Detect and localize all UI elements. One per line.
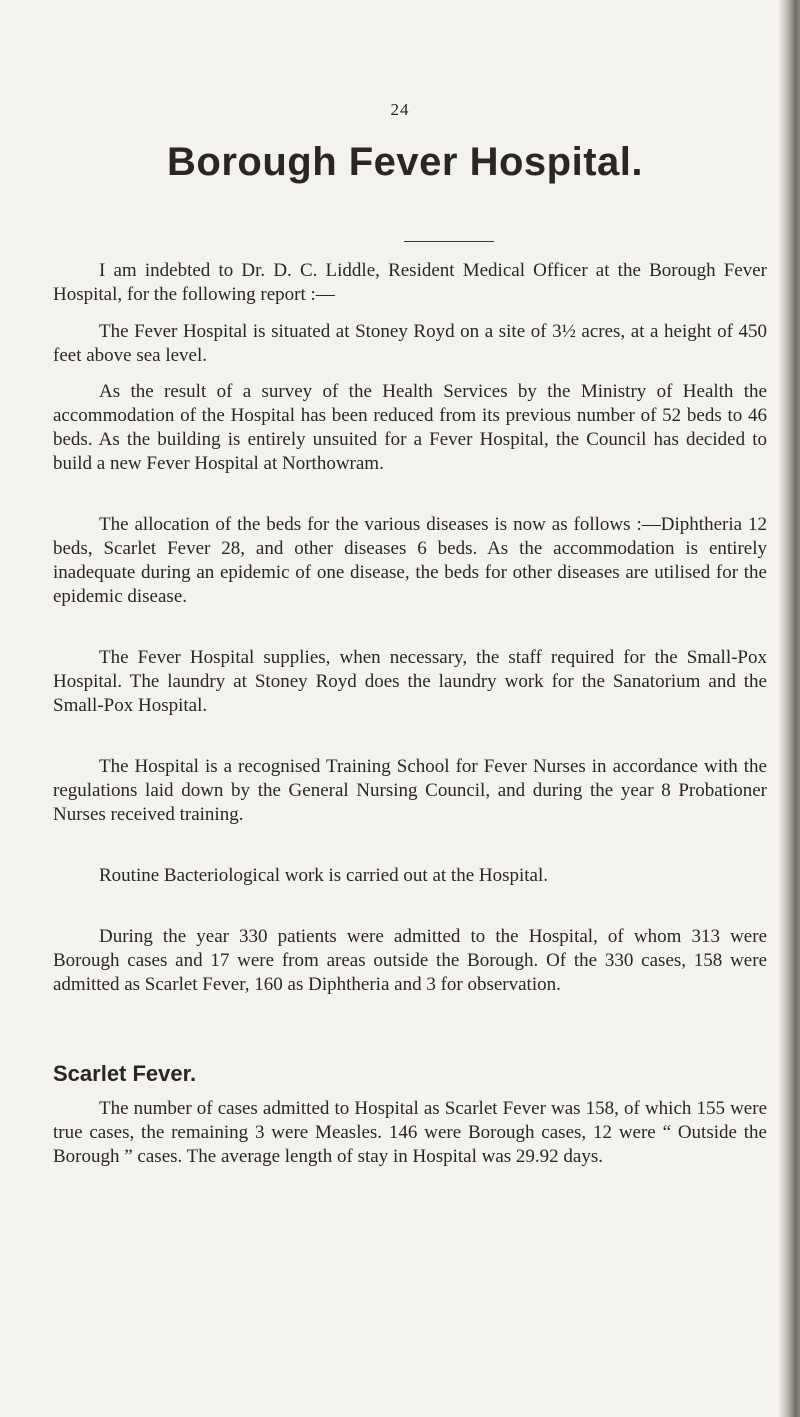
page-title: Borough Fever Hospital. [167, 140, 643, 184]
title-divider [404, 241, 494, 242]
paragraph-bed-allocation: The allocation of the beds for the various diseases is now as follows :—Diphtheria 12 beds, Scarlet Fever 28, and other diseases 6 beds. As the accommodation is entirely inadequate during an epidemic of one disease, the beds for other diseases are utilised for the epidemic disease. [53, 514, 767, 607]
paragraph-training-school: The Hospital is a recognised Training School for Fever Nurses in accordance with the regulations laid down by the General Nursing Council, and during the year 8 Probationer Nurses received training. [53, 756, 767, 825]
page-number: 24 [390, 100, 410, 119]
paragraph-accommodation: As the result of a survey of the Health Services by the Ministry of Health the accommodation of the Hospital has been reduced from its previous number of 52 beds to 46 beds. As the building is entirely unsuited for a Fever Hospital, the Council has decided to build a new Fever Hospital at Northowram. [53, 381, 767, 474]
section-heading-scarlet-fever: Scarlet Fever. [53, 1061, 197, 1086]
paragraph-admissions: During the year 330 patients were admitted to the Hospital, of whom 313 were Borough cases and 17 were from areas outside the Borough. Of the 330 cases, 158 were admitted as Scarlet Fever, 160 as Diphtheria and 3 for observation. [53, 926, 767, 995]
paragraph-acknowledgement: I am indebted to Dr. D. C. Liddle, Resident Medical Officer at the Borough Fever Hospital, for the following report :— [53, 260, 767, 305]
paragraph-site: The Fever Hospital is situated at Stoney Royd on a site of 3½ acres, at a height of 450 feet above sea level. [53, 321, 767, 366]
paragraph-staff-laundry: The Fever Hospital supplies, when necessary, the staff required for the Small-Pox Hospital. The laundry at Stoney Royd does the laundry work for the Sanatorium and the Small-Pox Hospital. [53, 647, 767, 716]
paragraph-bacteriological: Routine Bacteriological work is carried out at the Hospital. [99, 865, 549, 886]
page-edge-shadow [778, 0, 800, 1417]
paragraph-scarlet-fever: The number of cases admitted to Hospital as Scarlet Fever was 158, of which 155 were true cases, the remaining 3 were Measles. 146 were Borough cases, 12 were “ Outside the Borough ” cases. The average length of stay in Hospital was 29.92 days. [53, 1098, 767, 1167]
